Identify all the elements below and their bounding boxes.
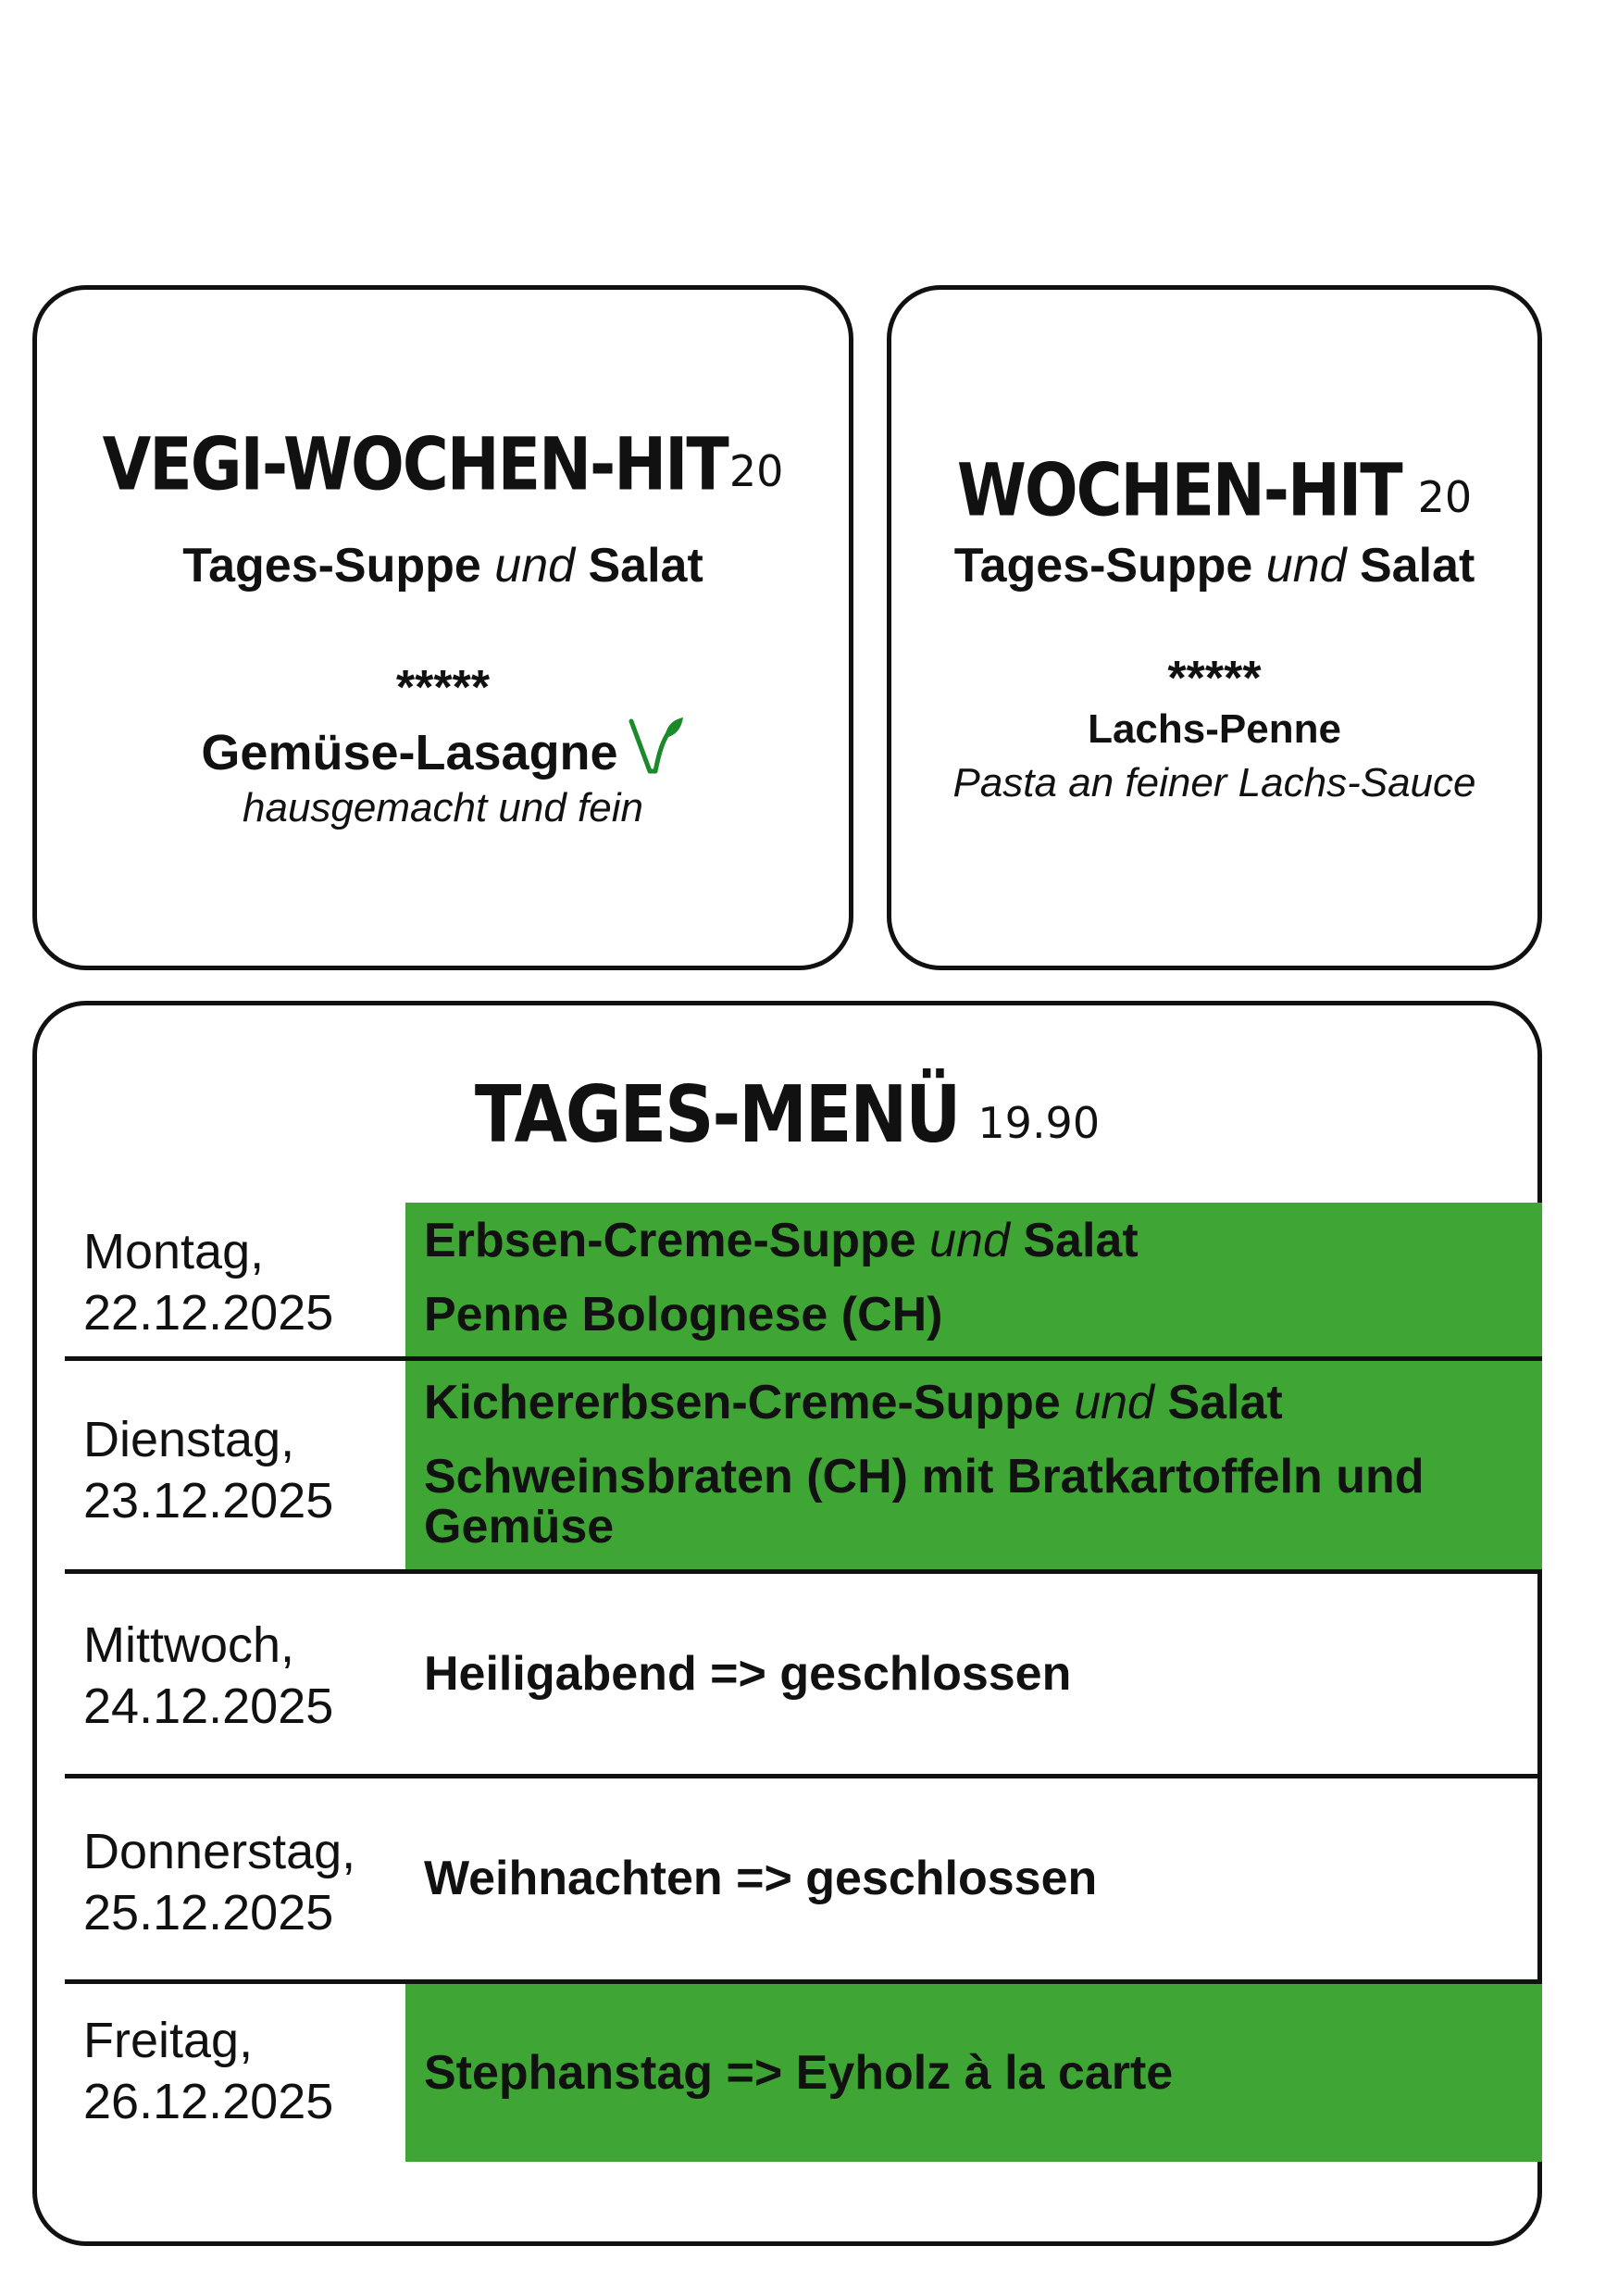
menu-row-mittwoch: [65, 1574, 1542, 1778]
day-dishes: [405, 1203, 1542, 1356]
soup-salad: Salat: [1167, 1376, 1283, 1429]
day-label: [83, 1221, 333, 1343]
vegi-stars: *****: [395, 661, 491, 715]
day-name: Donnerstag,: [83, 1824, 356, 1879]
soup-salad: Salat: [1023, 1214, 1139, 1267]
menu-row-donnerstag: [65, 1778, 1542, 1984]
tages-menu-card: [32, 1001, 1542, 2246]
vegi-title-line: [37, 423, 849, 507]
day-dishes: [405, 1574, 1542, 1774]
menu-title: TAGES-MENÜ: [474, 1068, 960, 1161]
soup-name: Kichererbsen-Creme-Suppe: [424, 1376, 1061, 1429]
day-label: [83, 1615, 333, 1737]
day-name: Dienstag,: [83, 1412, 295, 1467]
day-name: Montag,: [83, 1224, 265, 1279]
vegi-dish: Gemüse-Lasagne: [201, 725, 618, 780]
vegi-description: hausgemacht und fein: [243, 785, 643, 830]
soup-name: Erbsen-Creme-Suppe: [424, 1214, 916, 1267]
day-date: 23.12.2025: [83, 1473, 334, 1529]
day-date: 25.12.2025: [83, 1885, 334, 1940]
vegi-soup-and: und: [494, 539, 576, 593]
wochen-stars: *****: [1167, 652, 1262, 705]
menu-row-dienstag: [65, 1361, 1542, 1574]
vegan-v-leaf-icon: [628, 716, 685, 789]
day-date: 26.12.2025: [83, 2074, 334, 2129]
day-date: 22.12.2025: [83, 1285, 334, 1341]
day-date: 24.12.2025: [83, 1678, 334, 1734]
wochen-hit-card: [887, 285, 1542, 970]
main-dish: Heiligabend => geschlossen: [424, 1647, 1072, 1701]
wochen-soup-line: [891, 538, 1537, 593]
day-name: Freitag,: [83, 2013, 254, 2068]
vegi-wochen-hit-card: [32, 285, 853, 970]
main-dish: Weihnachten => geschlossen: [424, 1852, 1098, 1905]
vegi-soup-b: Salat: [588, 539, 703, 593]
menu-row-montag: [65, 1203, 1542, 1361]
wochen-title: WOCHEN-HIT: [956, 449, 1401, 533]
wochen-description: Pasta an feiner Lachs-Sauce: [952, 760, 1476, 805]
vegi-soup-a: Tages-Suppe: [182, 539, 481, 593]
main-dish: Stephanstag => Eyholz à la carte: [424, 2046, 1174, 2100]
vegi-title: VEGI-WOCHEN-HIT: [102, 423, 728, 507]
soup-line: [424, 1216, 1542, 1266]
soup-and: und: [1074, 1376, 1154, 1429]
day-label: [83, 1821, 355, 1943]
wochen-dish: Lachs-Penne: [1088, 706, 1341, 752]
day-label: [83, 2010, 333, 2132]
day-dishes: [405, 1984, 1542, 2162]
main-dish: Penne Bolognese (CH): [424, 1288, 943, 1341]
day-label: [83, 1409, 333, 1531]
soup-and: und: [929, 1214, 1010, 1267]
soup-line: [424, 1378, 1542, 1428]
vegi-soup-line: [37, 538, 849, 593]
wochen-title-line: [891, 449, 1537, 533]
vegi-price: 20: [728, 446, 784, 496]
day-dishes: [405, 1778, 1542, 1979]
menu-title-line: [37, 1068, 1537, 1161]
day-dishes: [405, 1361, 1542, 1569]
wochen-soup-and: und: [1265, 539, 1347, 593]
main-dish: Schweinsbraten (CH) mit Bratkartoffeln und Gemüse: [424, 1450, 1425, 1554]
wochen-soup-b: Salat: [1360, 539, 1475, 593]
menu-row-freitag: [65, 1984, 1542, 2162]
day-name: Mittwoch,: [83, 1617, 295, 1673]
menu-price: 19.90: [977, 1098, 1101, 1148]
wochen-soup-a: Tages-Suppe: [953, 539, 1253, 593]
wochen-price: 20: [1417, 472, 1473, 522]
vegi-dish-line: [37, 716, 849, 789]
